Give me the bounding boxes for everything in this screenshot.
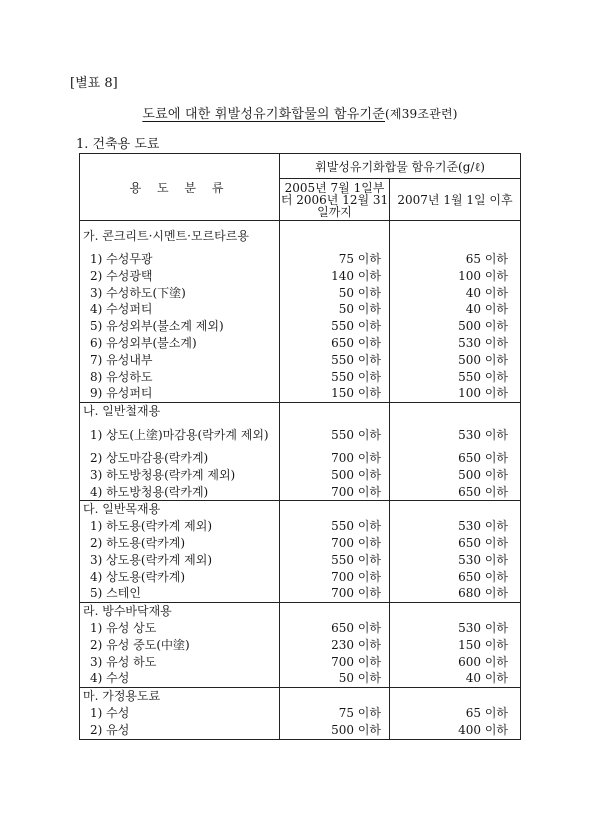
- limit-2005-2006: 550 이하: [280, 518, 390, 535]
- item-name: 3) 유성 하도: [80, 654, 280, 671]
- item-name: 2) 수성광택: [80, 268, 280, 285]
- group-row: [80, 403, 521, 420]
- limit-2005-2006: 700 이하: [280, 569, 390, 586]
- limit-2007-onward: 550 이하: [390, 369, 521, 386]
- item-name: 4) 수성: [80, 670, 280, 687]
- limit-2005-2006: 550 이하: [280, 369, 390, 386]
- limit-2007-onward: 500 이하: [390, 352, 521, 369]
- table-row: [80, 450, 521, 467]
- limit-2005-2006: 700 이하: [280, 654, 390, 671]
- header-period-2: 2007년 1월 1일 이후: [390, 179, 521, 221]
- header-classification: 용 도 분 류: [80, 154, 280, 221]
- item-name: 1) 하도용(락카계 제외): [80, 518, 280, 535]
- title-text: 도료에 대한 휘발성유기화합물의 함유기준: [142, 107, 386, 122]
- limit-2007-onward: 530 이하: [390, 552, 521, 569]
- table-row: [80, 301, 521, 318]
- table-row: [80, 535, 521, 552]
- voc-standards-table-wrapper: [79, 153, 520, 740]
- item-name: 2) 하도용(락카계): [80, 535, 280, 552]
- table-row: [80, 654, 521, 671]
- table-row: [80, 585, 521, 602]
- group-empty-cell: [390, 688, 521, 705]
- table-row: [80, 722, 521, 739]
- limit-2007-onward: 500 이하: [390, 318, 521, 335]
- limit-2007-onward: 530 이하: [390, 518, 521, 535]
- item-name: 1) 수성무광: [80, 251, 280, 268]
- group-name: 다. 일반목재용: [80, 501, 280, 518]
- item-name: 1) 수성: [80, 705, 280, 722]
- table-row: [80, 637, 521, 654]
- table-row: [80, 484, 521, 501]
- item-name: 1) 상도(上塗)마감용(락카계 제외): [80, 420, 280, 450]
- limit-2007-onward: 500 이하: [390, 467, 521, 484]
- limit-2005-2006: 650 이하: [280, 335, 390, 352]
- group-empty-cell: [390, 501, 521, 518]
- limit-2007-onward: 65 이하: [390, 251, 521, 268]
- limit-2007-onward: 150 이하: [390, 637, 521, 654]
- limit-2007-onward: 650 이하: [390, 484, 521, 501]
- section-heading: 1. 건축용 도료: [76, 137, 160, 152]
- group-row: [80, 501, 521, 518]
- limit-2007-onward: 100 이하: [390, 385, 521, 402]
- limit-2007-onward: 530 이하: [390, 335, 521, 352]
- limit-2007-onward: 400 이하: [390, 722, 521, 739]
- group-empty-cell: [280, 221, 390, 252]
- title-reference: (제39조관련): [385, 107, 458, 121]
- limit-2005-2006: 140 이하: [280, 268, 390, 285]
- limit-2007-onward: 530 이하: [390, 620, 521, 637]
- item-name: 5) 유성외부(불소계 제외): [80, 318, 280, 335]
- table-row: [80, 620, 521, 637]
- group-row: [80, 221, 521, 252]
- group-row: [80, 603, 521, 620]
- limit-2005-2006: 700 이하: [280, 484, 390, 501]
- item-name: 4) 수성퍼티: [80, 301, 280, 318]
- table-row: [80, 670, 521, 687]
- group-name: 나. 일반철재용: [80, 403, 280, 420]
- limit-2005-2006: 75 이하: [280, 705, 390, 722]
- group-row: [80, 688, 521, 705]
- group-empty-cell: [280, 603, 390, 620]
- table-row: [80, 285, 521, 302]
- item-name: 5) 스테인: [80, 585, 280, 602]
- item-name: 3) 수성하도(下塗): [80, 285, 280, 302]
- table-body: [80, 221, 521, 740]
- group-empty-cell: [280, 403, 390, 420]
- item-name: 7) 유성내부: [80, 352, 280, 369]
- limit-2007-onward: 650 이하: [390, 569, 521, 586]
- item-name: 3) 하도방청용(락카계 제외): [80, 467, 280, 484]
- item-name: 4) 상도용(락카계): [80, 569, 280, 586]
- group-empty-cell: [280, 501, 390, 518]
- item-name: 9) 유성퍼티: [80, 385, 280, 402]
- table-row: [80, 420, 521, 450]
- item-name: 1) 유성 상도: [80, 620, 280, 637]
- limit-2005-2006: 700 이하: [280, 535, 390, 552]
- group-empty-cell: [280, 688, 390, 705]
- document-title: [90, 103, 510, 122]
- limit-2007-onward: 40 이하: [390, 670, 521, 687]
- limit-2005-2006: 550 이하: [280, 420, 390, 450]
- group-empty-cell: [390, 403, 521, 420]
- group-name: 마. 가정용도료: [80, 688, 280, 705]
- limit-2007-onward: 65 이하: [390, 705, 521, 722]
- voc-standards-table: [79, 153, 521, 740]
- table-row: [80, 369, 521, 386]
- limit-2007-onward: 40 이하: [390, 301, 521, 318]
- group-name: 가. 콘크리트·시멘트·모르타르용: [80, 221, 280, 252]
- header-content-standard: 휘발성유기화합물 함유기준(g/ℓ): [280, 154, 521, 179]
- limit-2005-2006: 700 이하: [280, 450, 390, 467]
- limit-2005-2006: 50 이하: [280, 285, 390, 302]
- limit-2005-2006: 700 이하: [280, 585, 390, 602]
- limit-2005-2006: 230 이하: [280, 637, 390, 654]
- table-row: [80, 352, 521, 369]
- annex-label: [별표 8]: [70, 76, 118, 91]
- limit-2005-2006: 550 이하: [280, 352, 390, 369]
- table-row: [80, 467, 521, 484]
- limit-2005-2006: 500 이하: [280, 722, 390, 739]
- limit-2007-onward: 530 이하: [390, 420, 521, 450]
- table-row: [80, 518, 521, 535]
- item-name: 2) 상도마감용(락카계): [80, 450, 280, 467]
- limit-2007-onward: 600 이하: [390, 654, 521, 671]
- limit-2005-2006: 50 이하: [280, 301, 390, 318]
- table-row: [80, 335, 521, 352]
- limit-2005-2006: 650 이하: [280, 620, 390, 637]
- item-name: 2) 유성 중도(中塗): [80, 637, 280, 654]
- group-name: 라. 방수바닥재용: [80, 603, 280, 620]
- header-period-1: 2005년 7월 1일부터 2006년 12월 31일까지: [280, 180, 389, 219]
- table-row: [80, 552, 521, 569]
- limit-2005-2006: 500 이하: [280, 467, 390, 484]
- table-row: [80, 268, 521, 285]
- limit-2005-2006: 150 이하: [280, 385, 390, 402]
- item-name: 4) 하도방청용(락카계): [80, 484, 280, 501]
- table-row: [80, 569, 521, 586]
- group-empty-cell: [390, 221, 521, 252]
- limit-2007-onward: 680 이하: [390, 585, 521, 602]
- limit-2005-2006: 75 이하: [280, 251, 390, 268]
- limit-2007-onward: 650 이하: [390, 535, 521, 552]
- limit-2007-onward: 650 이하: [390, 450, 521, 467]
- table-row: [80, 385, 521, 402]
- item-name: 6) 유성외부(불소계): [80, 335, 280, 352]
- limit-2005-2006: 550 이하: [280, 318, 390, 335]
- table-row: [80, 318, 521, 335]
- item-name: 3) 상도용(락카계 제외): [80, 552, 280, 569]
- table-row: [80, 251, 521, 268]
- group-empty-cell: [390, 603, 521, 620]
- limit-2005-2006: 550 이하: [280, 552, 390, 569]
- item-name: 2) 유성: [80, 722, 280, 739]
- limit-2005-2006: 50 이하: [280, 670, 390, 687]
- item-name: 8) 유성하도: [80, 369, 280, 386]
- limit-2007-onward: 40 이하: [390, 285, 521, 302]
- limit-2007-onward: 100 이하: [390, 268, 521, 285]
- table-row: [80, 705, 521, 722]
